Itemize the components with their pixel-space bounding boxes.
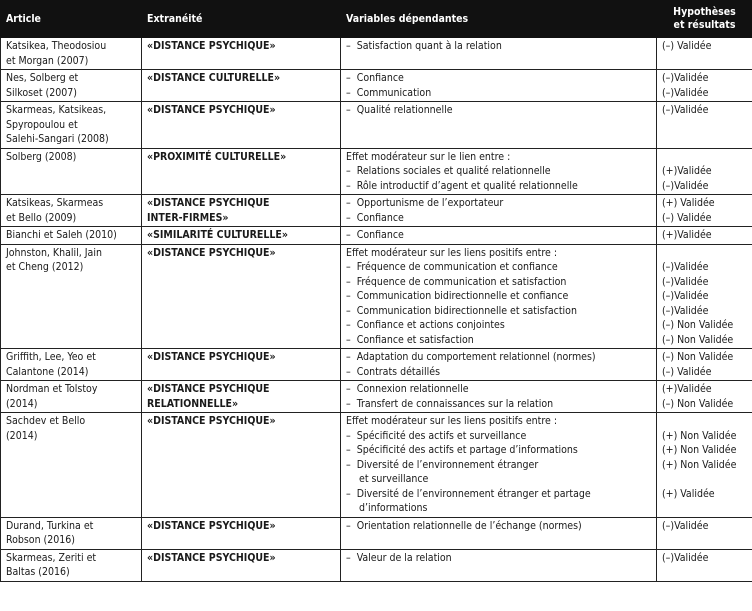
variable-line: – Orientation relationnelle de l’échange (normes) [346, 519, 652, 534]
article-line: Skarmeas, Katsikeas, [6, 104, 107, 116]
variables-cell [341, 349, 657, 381]
variable-line: et surveillance [359, 473, 429, 485]
variables-cell [341, 227, 657, 245]
extraneite-cell [142, 413, 341, 518]
result-line: (+)Validée [662, 165, 712, 177]
variables-cell [341, 38, 657, 70]
extraneite-cell [142, 195, 341, 227]
article-line: (2014) [6, 397, 38, 410]
article-line: Robson (2016) [6, 534, 75, 546]
construct-line: «DISTANCE CULTURELLE» [147, 72, 281, 84]
table-row [1, 70, 752, 102]
construct-line: «DISTANCE PSYCHIQUE» [147, 351, 276, 363]
article-line: et Cheng (2012) [6, 261, 84, 273]
table-row [1, 102, 752, 149]
article-line: Silkoset (2007) [6, 86, 77, 99]
results-cell [657, 70, 752, 102]
header-hypotheses [657, 1, 752, 38]
extraneite-cell [142, 244, 341, 349]
variables-cell [341, 195, 657, 227]
result-line: (–)Validée [662, 104, 709, 116]
results-cell [657, 413, 752, 518]
construct-line: RELATIONNELLE» [147, 397, 239, 410]
variable-line: – Connexion relationnelle [346, 382, 652, 397]
construct-line: «SIMILARITÉ CULTURELLE» [147, 229, 288, 241]
variable-line: – Qualité relationnelle [346, 103, 652, 118]
construct-line: INTER-FIRMES» [147, 211, 229, 224]
extraneite-cell [142, 38, 341, 70]
table-row [1, 148, 752, 195]
variable-line: Effet modérateur sur les liens positifs entre : [346, 246, 558, 259]
variable-line: – Communication bidirectionnelle et confiance [346, 289, 652, 304]
article-line: Durand, Turkina et [6, 519, 94, 532]
construct-line: «DISTANCE PSYCHIQUE» [147, 246, 276, 259]
results-cell [657, 349, 752, 381]
construct-line: «DISTANCE PSYCHIQUE [147, 197, 270, 209]
extraneite-cell [142, 148, 341, 195]
results-cell [657, 549, 752, 581]
variables-cell [341, 381, 657, 413]
variables-cell [341, 413, 657, 518]
construct-line: «PROXIMITÉ CULTURELLE» [147, 150, 287, 163]
article-line: Sachdev et Bello [6, 415, 86, 427]
article-line: Katsikeas, Skarmeas [6, 197, 104, 209]
variable-line: Effet modérateur sur les liens positifs entre : [346, 415, 558, 427]
article-line: Nes, Solberg et [6, 72, 79, 84]
article-line: Baltas (2016) [6, 566, 70, 578]
variables-cell [341, 517, 657, 549]
header-variables: Variables dépendantes [341, 1, 657, 38]
result-line: (–) Non Validée [662, 319, 734, 331]
result-line: (–) Non Validée [662, 351, 734, 363]
variable-line: – Rôle introductif d’agent et qualité relationnelle [346, 179, 652, 194]
result-line [662, 472, 748, 487]
result-line: (–)Validée [662, 72, 709, 84]
variable-line: – Communication bidirectionnelle et satisfaction [346, 304, 652, 319]
variable-line: – Spécificité des actifs et partage d’informations [346, 443, 652, 458]
article-cell [1, 102, 142, 149]
article-cell [1, 195, 142, 227]
extraneite-cell [142, 227, 341, 245]
article-cell [1, 381, 142, 413]
article-line: Katsikea, Theodosiou [6, 40, 107, 52]
article-cell [1, 413, 142, 518]
variable-line: – Adaptation du comportement relationnel (normes) [346, 350, 652, 365]
construct-line: «DISTANCE PSYCHIQUE» [147, 519, 276, 532]
variable-line: – Relations sociales et qualité relationnelle [346, 164, 652, 179]
variables-cell [341, 549, 657, 581]
article-line: Nordman et Tolstoy [6, 383, 98, 395]
article-line: Griffith, Lee, Yeo et [6, 351, 96, 363]
extraneite-cell [142, 517, 341, 549]
variable-line: – Opportunisme de l’exportateur [346, 196, 652, 211]
variables-cell [341, 70, 657, 102]
construct-line: «DISTANCE PSYCHIQUE» [147, 551, 276, 564]
result-line: (–)Validée [662, 179, 709, 192]
result-line: (–)Validée [662, 261, 709, 273]
table-row [1, 227, 752, 245]
results-cell [657, 38, 752, 70]
result-line: (+) Non Validée [662, 458, 737, 471]
result-line: (–)Validée [662, 304, 709, 317]
result-line [662, 150, 748, 165]
results-cell [657, 244, 752, 349]
result-line: (–) Validée [662, 40, 712, 52]
variable-line: – Transfert de connaissances sur la relation [346, 397, 652, 412]
extraneite-cell [142, 70, 341, 102]
table-row [1, 381, 752, 413]
result-line: (–)Validée [662, 86, 709, 99]
article-line: Spyropoulou et [6, 118, 78, 131]
extraneite-cell [142, 102, 341, 149]
table-row [1, 244, 752, 349]
variable-line: – Diversité de l’environnement étranger et partage [346, 487, 652, 502]
construct-line: «DISTANCE PSYCHIQUE» [147, 40, 276, 52]
variables-cell [341, 102, 657, 149]
variables-cell [341, 244, 657, 349]
results-cell [657, 227, 752, 245]
header-extraneite: Extranéité [142, 1, 341, 38]
variable-line: – Satisfaction quant à la relation [346, 39, 652, 54]
article-cell [1, 148, 142, 195]
variable-line: – Valeur de la relation [346, 551, 652, 566]
result-line: (–)Validée [662, 551, 709, 564]
article-cell [1, 38, 142, 70]
results-cell [657, 102, 752, 149]
article-cell [1, 227, 142, 245]
article-line: (2014) [6, 429, 38, 442]
article-cell [1, 70, 142, 102]
table-body [1, 38, 752, 582]
variable-line: – Diversité de l’environnement étranger [346, 458, 652, 473]
article-line: Calantone (2014) [6, 365, 89, 378]
variable-line: – Contrats détaillés [346, 365, 652, 380]
construct-line: «DISTANCE PSYCHIQUE [147, 383, 270, 395]
extraneite-cell [142, 349, 341, 381]
article-line: Johnston, Khalil, Jain [6, 246, 102, 259]
table-row [1, 413, 752, 518]
article-cell [1, 517, 142, 549]
variable-line: – Fréquence de communication et satisfaction [346, 275, 652, 290]
article-line: et Morgan (2007) [6, 54, 89, 67]
result-line: (–)Validée [662, 290, 709, 302]
table-row [1, 349, 752, 381]
result-line: (+)Validée [662, 383, 712, 395]
variable-line: Effet modérateur sur le lien entre : [346, 150, 511, 163]
result-line [662, 246, 748, 261]
results-cell [657, 517, 752, 549]
extraneite-cell [142, 549, 341, 581]
article-line: Skarmeas, Zeriti et [6, 551, 97, 564]
extraneite-cell [142, 381, 341, 413]
article-line: Bianchi et Saleh (2010) [6, 229, 117, 241]
result-line: (+) Validée [662, 487, 715, 500]
table-row [1, 38, 752, 70]
article-cell [1, 244, 142, 349]
results-cell [657, 148, 752, 195]
table-row [1, 195, 752, 227]
article-cell [1, 349, 142, 381]
construct-line: «DISTANCE PSYCHIQUE» [147, 104, 276, 116]
variable-line: – Confiance [346, 71, 652, 86]
variable-line: – Confiance et actions conjointes [346, 318, 652, 333]
result-line: (+) Non Validée [662, 429, 737, 442]
result-line: (–) Validée [662, 211, 712, 224]
variable-line: – Confiance [346, 211, 652, 226]
table-header [1, 1, 752, 38]
result-line [662, 414, 748, 429]
header-article: Article [1, 1, 142, 38]
table-row [1, 517, 752, 549]
result-line: (–) Non Validée [662, 397, 734, 410]
table-row [1, 549, 752, 581]
result-line: (+) Non Validée [662, 444, 737, 456]
result-line: (+)Validée [662, 229, 712, 241]
results-cell [657, 195, 752, 227]
result-line: (–)Validée [662, 519, 709, 532]
article-line: et Bello (2009) [6, 211, 77, 224]
result-line: (–) Validée [662, 365, 712, 378]
variable-line: d’informations [359, 502, 428, 514]
construct-line: «DISTANCE PSYCHIQUE» [147, 415, 276, 427]
article-line: Salehi-Sangari (2008) [6, 133, 109, 145]
variable-line: – Spécificité des actifs et surveillance [346, 429, 652, 444]
results-cell [657, 381, 752, 413]
variable-line: – Confiance [346, 228, 652, 243]
header-hypotheses-text: Hypothèses et résultats [673, 6, 736, 31]
variables-cell [341, 148, 657, 195]
result-line: (+) Validée [662, 197, 715, 209]
variable-line: – Communication [346, 86, 652, 101]
result-line: (–) Non Validée [662, 333, 734, 346]
variable-line: – Fréquence de communication et confiance [346, 260, 652, 275]
article-line: Solberg (2008) [6, 150, 77, 163]
result-line [662, 501, 748, 516]
variable-line: – Confiance et satisfaction [346, 333, 652, 348]
article-cell [1, 549, 142, 581]
result-line: (–)Validée [662, 275, 709, 288]
